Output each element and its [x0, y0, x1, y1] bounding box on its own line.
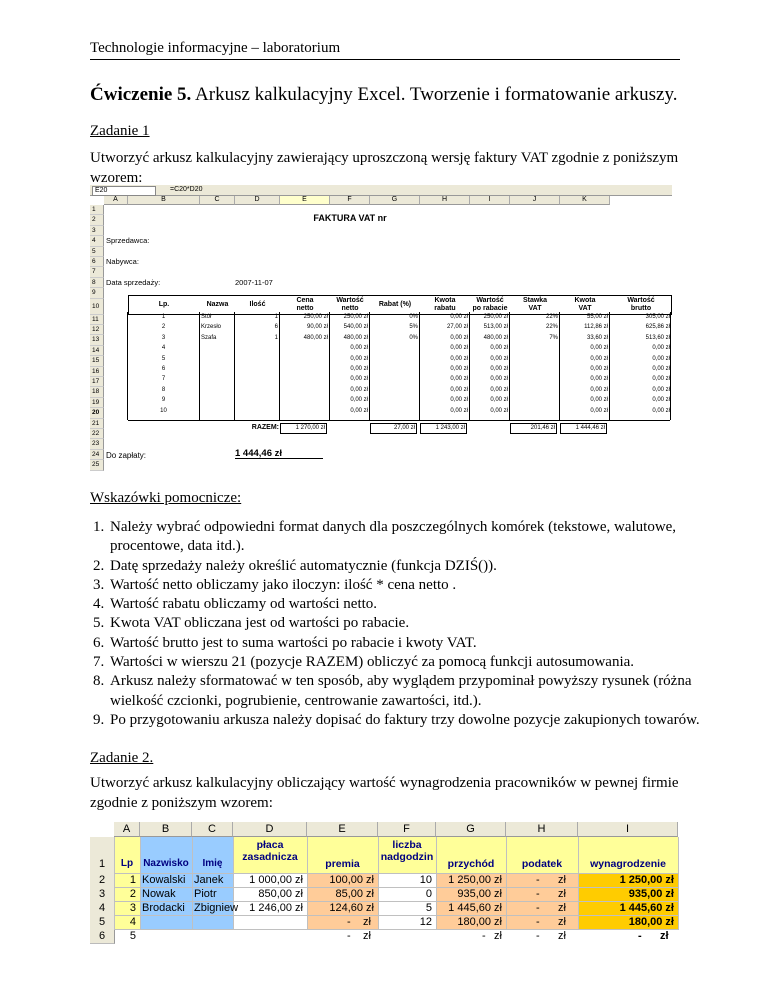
- grid-line: [469, 312, 470, 420]
- row-header[interactable]: 15: [90, 356, 104, 366]
- salary-cell[interactable]: 4: [129, 916, 136, 928]
- column-header[interactable]: G: [436, 822, 506, 837]
- salary-spreadsheet: [90, 822, 678, 942]
- invoice-item-cell[interactable]: 7%: [549, 334, 558, 341]
- invoice-item-cell[interactable]: 0,00 zł: [350, 355, 368, 362]
- invoice-item-cell[interactable]: 625,86 zł: [645, 324, 670, 331]
- buyer-label: Nabywca:: [106, 257, 139, 266]
- grid-line: [559, 312, 560, 420]
- hint-item: 7. Wartości w wierszu 21 (pozycje RAZEM) obliczyć za pomocą funkcji autosumowania.: [108, 653, 700, 672]
- row-header[interactable]: 25: [90, 460, 104, 470]
- invoice-item-cell[interactable]: 480,00 zł: [303, 334, 328, 341]
- invoice-item-cell[interactable]: 0,00 zł: [450, 334, 468, 341]
- salary-cell: zł: [558, 916, 566, 928]
- invoice-item-cell[interactable]: 0,00 zł: [350, 386, 368, 393]
- invoice-item-cell[interactable]: 0,00 zł: [490, 355, 508, 362]
- row-header[interactable]: 7: [90, 267, 104, 277]
- hint-item: 9. Po przygotowaniu arkusza należy dopisać do faktury trzy dowolne pozycje zakupionych towarów.: [108, 711, 700, 730]
- salary-cell[interactable]: 1 000,00 zł: [249, 874, 303, 886]
- invoice-item-cell[interactable]: 22%: [545, 314, 558, 320]
- task1-heading: Zadanie 1: [90, 123, 150, 139]
- row-header[interactable]: 3: [90, 887, 115, 902]
- invoice-item-cell[interactable]: 0,00 zł: [450, 397, 468, 404]
- salary-cell[interactable]: -: [347, 930, 351, 942]
- column-title: Imię: [202, 858, 223, 869]
- column-title: Lp.: [158, 300, 170, 308]
- invoice-item-cell[interactable]: 0,00 zł: [350, 407, 368, 414]
- column-title: Stawka VAT: [522, 296, 548, 312]
- hint-item: 2. Datę sprzedaży należy określić automatycznie (funkcja DZIŚ()).: [108, 557, 700, 576]
- invoice-item-cell[interactable]: 8: [161, 386, 166, 393]
- salary-cell[interactable]: 180,00 zł: [628, 916, 674, 928]
- invoice-item-cell[interactable]: 250,00 zł: [483, 314, 508, 320]
- salary-cell[interactable]: -: [536, 930, 540, 942]
- column-header[interactable]: F: [330, 196, 370, 205]
- column-header[interactable]: F: [378, 822, 436, 837]
- grid-line: [670, 312, 671, 420]
- grid-line: [279, 312, 280, 420]
- column-header[interactable]: E: [280, 196, 330, 205]
- grid-line: [609, 312, 610, 420]
- hints-list: [90, 518, 700, 730]
- grid-line: [419, 312, 420, 420]
- invoice-item-cell[interactable]: 0,00 zł: [450, 376, 468, 383]
- salary-cell[interactable]: 2: [129, 888, 136, 900]
- row-header[interactable]: 8: [90, 278, 104, 288]
- salary-cell: zł: [558, 888, 566, 900]
- cell-fill: [506, 915, 578, 929]
- invoice-item-cell[interactable]: 0,00 zł: [450, 314, 468, 320]
- salary-cell[interactable]: 1 250,00 zł: [448, 874, 502, 886]
- row-header[interactable]: 4: [90, 236, 104, 246]
- invoice-item-cell[interactable]: 0,00 zł: [652, 366, 670, 372]
- grid-line: [369, 312, 370, 420]
- column-header[interactable]: E: [307, 822, 378, 837]
- row-header[interactable]: 12: [90, 325, 104, 335]
- row-header[interactable]: 1: [90, 837, 115, 874]
- invoice-item-cell[interactable]: 250,00 zł: [303, 314, 328, 320]
- column-header[interactable]: J: [510, 196, 560, 205]
- row-header[interactable]: 5: [90, 915, 115, 930]
- row-header[interactable]: 21: [90, 419, 104, 429]
- total-vat: 201,46 zł: [510, 423, 557, 434]
- salary-cell[interactable]: 1: [129, 874, 136, 886]
- invoice-item-cell[interactable]: 0%: [409, 314, 418, 320]
- currency-suffix: zł: [363, 916, 371, 928]
- row-header[interactable]: 2: [90, 215, 104, 225]
- invoice-item-cell[interactable]: 250,00 zł: [343, 314, 368, 320]
- salary-cell[interactable]: 935,00 zł: [628, 888, 674, 900]
- invoice-item-cell[interactable]: 3: [161, 334, 166, 341]
- hints-heading: Wskazówki pomocnicze:: [90, 490, 242, 506]
- row-header[interactable]: 4: [90, 901, 115, 916]
- cell-fill: [192, 915, 233, 929]
- cell-fill: [140, 915, 192, 929]
- invoice-item-cell[interactable]: 0,00 zł: [590, 366, 608, 372]
- invoice-item-cell[interactable]: 4: [161, 345, 166, 352]
- row-header[interactable]: 18: [90, 387, 104, 397]
- header-rule: [90, 59, 680, 60]
- column-title: liczba nadgodzin: [380, 839, 434, 863]
- column-title: Wartość brutto: [627, 296, 655, 312]
- salary-cell[interactable]: Brodacki: [142, 902, 185, 914]
- grid-line: [140, 837, 141, 930]
- exercise-title: [90, 84, 677, 106]
- column-header[interactable]: I: [578, 822, 678, 837]
- row-header[interactable]: 17: [90, 377, 104, 387]
- cell-fill: [506, 887, 578, 901]
- invoice-item-cell[interactable]: 0,00 zł: [450, 345, 468, 352]
- invoice-item-cell[interactable]: 0,00 zł: [652, 397, 670, 404]
- row-header[interactable]: 13: [90, 335, 104, 345]
- salary-cell[interactable]: 850,00 zł: [258, 888, 303, 900]
- column-title: przychód: [447, 858, 495, 870]
- invoice-item-cell[interactable]: 0,00 zł: [450, 366, 468, 372]
- invoice-item-cell[interactable]: 2: [161, 324, 166, 331]
- column-title: Lp: [120, 858, 134, 869]
- invoice-item-cell[interactable]: 0,00 zł: [590, 386, 608, 393]
- invoice-item-cell[interactable]: Stół: [201, 314, 212, 320]
- hint-item: 5. Kwota VAT obliczana jest od wartości po rabacie.: [108, 614, 700, 633]
- row-header[interactable]: 2: [90, 873, 115, 888]
- invoice-item-cell[interactable]: 112,86 zł: [584, 324, 608, 331]
- invoice-item-cell[interactable]: 0,00 zł: [590, 345, 608, 352]
- column-title: płaca zasadnicza: [242, 839, 298, 863]
- invoice-item-cell[interactable]: 22%: [545, 324, 558, 331]
- grid-line: [114, 929, 678, 930]
- column-header[interactable]: B: [128, 196, 200, 205]
- salary-cell: zł: [558, 902, 566, 914]
- invoice-spreadsheet: [90, 185, 672, 470]
- task2-intro: Utworzyć arkusz kalkulacyjny obliczający wartość wynagrodzenia pracowników w pewnej firmie zgodnie z poniższym wzorem:: [90, 775, 679, 811]
- exercise-subtitle: Arkusz kalkulacyjny Excel. Tworzenie i formatowanie arkuszy.: [191, 84, 678, 105]
- invoice-item-cell[interactable]: 0,00 zł: [350, 366, 368, 372]
- row-header[interactable]: 23: [90, 439, 104, 449]
- task2-heading: Zadanie 2.: [90, 750, 154, 766]
- salary-cell[interactable]: 1 445,60 zł: [448, 902, 502, 914]
- invoice-item-cell[interactable]: 0,00 zł: [490, 386, 508, 393]
- salary-cell[interactable]: 5: [129, 930, 136, 942]
- invoice-item-cell[interactable]: 0,00 zł: [490, 397, 508, 404]
- pay-label: Do zapłaty:: [106, 451, 147, 461]
- invoice-item-cell[interactable]: 0,00 zł: [490, 376, 508, 383]
- column-header[interactable]: G: [370, 196, 420, 205]
- invoice-item-cell[interactable]: 0,00 zł: [652, 386, 670, 393]
- invoice-item-cell[interactable]: 0,00 zł: [490, 345, 508, 352]
- column-header[interactable]: A: [104, 196, 128, 205]
- grid-line: [127, 312, 128, 420]
- column-header[interactable]: C: [200, 196, 235, 205]
- column-title: Rabat (%): [378, 300, 412, 308]
- column-header[interactable]: D: [233, 822, 307, 837]
- invoice-item-cell[interactable]: 6: [274, 324, 278, 331]
- exercise-number: Ćwiczenie 5.: [90, 84, 192, 105]
- row-header[interactable]: 6: [90, 257, 104, 267]
- invoice-item-cell[interactable]: 0,00 zł: [652, 355, 670, 362]
- column-header[interactable]: D: [235, 196, 280, 205]
- pay-value: 1 444,46 zł: [235, 449, 323, 459]
- invoice-title: FAKTURA VAT nr: [313, 213, 387, 224]
- column-title: Ilość: [249, 300, 266, 308]
- total-netto: 1 270,00 zł: [280, 423, 327, 434]
- grid-line: [506, 837, 507, 930]
- salary-cell[interactable]: Nowak: [142, 888, 176, 900]
- column-header[interactable]: H: [420, 196, 470, 205]
- grid-line: [128, 420, 670, 421]
- invoice-item-cell[interactable]: 0,00 zł: [590, 355, 608, 362]
- invoice-item-cell[interactable]: 0,00 zł: [450, 407, 468, 414]
- invoice-item-cell[interactable]: 9: [161, 397, 166, 404]
- column-header[interactable]: A: [114, 822, 140, 837]
- total-rabat: 27,00 zł: [370, 423, 417, 434]
- column-title: premia: [325, 858, 360, 870]
- salary-cell[interactable]: 1 250,00 zł: [619, 874, 674, 886]
- column-header[interactable]: H: [506, 822, 578, 837]
- salary-cell[interactable]: 5: [425, 902, 432, 914]
- salary-cell[interactable]: -: [482, 930, 486, 942]
- page-header: Technologie informacyjne – laboratorium: [90, 40, 341, 56]
- cell-fill: [506, 901, 578, 915]
- column-header[interactable]: B: [140, 822, 192, 837]
- name-box[interactable]: E20: [92, 186, 156, 196]
- salary-cell[interactable]: -: [536, 888, 540, 900]
- header-border: [128, 295, 672, 315]
- salary-cell[interactable]: 3: [129, 902, 136, 914]
- column-header[interactable]: C: [192, 822, 233, 837]
- salary-cell[interactable]: -: [347, 916, 351, 928]
- row-header[interactable]: 22: [90, 429, 104, 439]
- total-po_rabacie: 1 243,00 zł: [420, 423, 467, 434]
- hint-item: 3. Wartość netto obliczamy jako iloczyn: ilość * cena netto .: [108, 576, 700, 595]
- currency-suffix: zł: [494, 930, 502, 942]
- currency-suffix: zł: [363, 930, 371, 942]
- date-label: Data sprzedaży:: [106, 277, 161, 287]
- row-header[interactable]: 10: [90, 299, 104, 315]
- row-header[interactable]: 14: [90, 346, 104, 356]
- date-value: 2007-11-07: [235, 277, 273, 287]
- invoice-item-cell[interactable]: 513,60 zł: [645, 334, 670, 341]
- formula-content[interactable]: =C20*D20: [170, 186, 203, 193]
- column-title: Wartość netto: [336, 296, 364, 312]
- task1-intro: Utworzyć arkusz kalkulacyjny zawierający uproszczoną wersję faktury VAT zgodnie z poniższym wzorem:: [90, 150, 679, 186]
- salary-cell[interactable]: 935,00 zł: [457, 888, 502, 900]
- row-header[interactable]: 16: [90, 367, 104, 377]
- salary-cell[interactable]: 180,00 zł: [457, 916, 502, 928]
- salary-cell[interactable]: -: [536, 874, 540, 886]
- cell-fill: [506, 873, 578, 887]
- salary-cell: zł: [558, 874, 566, 886]
- column-title: Kwota rabatu: [434, 296, 456, 312]
- invoice-item-cell[interactable]: 0,00 zł: [590, 407, 608, 414]
- salary-cell[interactable]: -: [638, 930, 642, 942]
- invoice-item-cell[interactable]: 33,60 zł: [586, 334, 608, 341]
- salary-cell[interactable]: Piotr: [194, 888, 217, 900]
- invoice-item-cell[interactable]: 0,00 zł: [590, 376, 608, 383]
- salary-cell: zł: [558, 930, 566, 942]
- column-title: Wartość po rabacie: [472, 296, 508, 312]
- invoice-item-cell[interactable]: 5%: [409, 324, 418, 331]
- invoice-item-cell[interactable]: 0%: [409, 334, 418, 341]
- invoice-item-cell[interactable]: 90,00 zł: [306, 324, 328, 331]
- invoice-item-cell[interactable]: Krzesło: [201, 324, 222, 331]
- hint-item: 8. Arkusz należy sformatować w ten sposób, aby wyglądem przypominał powyższy rysunek (różna wielkość czcionki, pogrubienie, centrowanie zawartości, itd.).: [108, 672, 700, 711]
- column-title: Cena netto: [296, 296, 314, 312]
- grid-line: [234, 312, 235, 420]
- salary-cell[interactable]: Janek: [194, 874, 224, 886]
- invoice-item-cell[interactable]: 0,00 zł: [652, 345, 670, 352]
- total-brutto: 1 444,46 zł: [560, 423, 607, 434]
- column-title: wynagrodzenie: [590, 858, 666, 870]
- invoice-item-cell[interactable]: 1: [161, 314, 166, 320]
- currency-suffix: zł: [660, 930, 669, 942]
- total-label: RAZEM:: [251, 424, 279, 431]
- column-header[interactable]: I: [470, 196, 510, 205]
- invoice-item-cell[interactable]: 1: [274, 334, 278, 341]
- invoice-item-cell[interactable]: 0,00 zł: [350, 345, 368, 352]
- salary-cell[interactable]: 12: [419, 916, 432, 928]
- invoice-item-cell[interactable]: 0,00 zł: [350, 397, 368, 404]
- salary-cell[interactable]: -: [536, 902, 540, 914]
- invoice-item-cell[interactable]: 0,00 zł: [350, 376, 368, 383]
- invoice-item-cell[interactable]: 0,00 zł: [652, 407, 670, 414]
- salary-cell[interactable]: 85,00 zł: [335, 888, 374, 900]
- invoice-item-cell[interactable]: Szafa: [201, 334, 217, 341]
- invoice-item-cell[interactable]: 0,00 zł: [652, 376, 670, 383]
- hint-item: 6. Wartość brutto jest to suma wartości po rabacie i kwoty VAT.: [108, 634, 700, 653]
- salary-cell[interactable]: Zbigniew: [194, 902, 239, 914]
- column-title: podatek: [521, 858, 563, 870]
- salary-cell[interactable]: 0: [425, 888, 432, 900]
- salary-cell[interactable]: 124,60 zł: [329, 902, 374, 914]
- invoice-item-cell[interactable]: 480,00 zł: [483, 334, 508, 341]
- grid-line: [192, 837, 193, 930]
- column-title: Nazwisko: [143, 858, 189, 869]
- row-header[interactable]: 6: [90, 929, 115, 944]
- invoice-item-cell[interactable]: 480,00 zł: [343, 334, 368, 341]
- salary-cell[interactable]: 1 445,60 zł: [619, 902, 674, 914]
- grid-line: [509, 312, 510, 420]
- invoice-item-cell[interactable]: 305,00 zł: [645, 314, 670, 320]
- invoice-item-cell[interactable]: 10: [160, 407, 167, 414]
- column-title: Nazwa: [206, 300, 229, 308]
- column-title: Kwota VAT: [574, 296, 596, 312]
- invoice-item-cell[interactable]: 5: [161, 355, 166, 362]
- invoice-item-cell[interactable]: 0,00 zł: [450, 386, 468, 393]
- invoice-item-cell[interactable]: 540,00 zł: [343, 324, 368, 331]
- formula-bar: [90, 185, 672, 196]
- hint-item: 1. Należy wybrać odpowiedni format danych dla poszczególnych komórek (tekstowe, walutowe, procentowe, data itd.).: [108, 518, 700, 557]
- invoice-item-cell[interactable]: 0,00 zł: [490, 366, 508, 372]
- seller-label: Sprzedawca:: [106, 236, 150, 246]
- row-header[interactable]: 11: [90, 315, 104, 325]
- invoice-item-cell[interactable]: 7: [161, 376, 166, 383]
- row-header[interactable]: 24: [90, 450, 104, 460]
- invoice-item-cell[interactable]: 1: [274, 314, 278, 320]
- hint-item: 4. Wartość rabatu obliczamy od wartości netto.: [108, 595, 700, 614]
- salary-cell[interactable]: Kowalski: [142, 874, 186, 886]
- invoice-item-cell[interactable]: 0,00 zł: [490, 407, 508, 414]
- invoice-item-cell[interactable]: 0,00 zł: [450, 355, 468, 362]
- grid-line: [678, 837, 679, 930]
- column-header[interactable]: K: [560, 196, 610, 205]
- grid-line: [199, 312, 200, 420]
- invoice-item-cell[interactable]: 27,00 zł: [446, 324, 468, 331]
- salary-cell[interactable]: -: [536, 916, 540, 928]
- invoice-item-cell[interactable]: 55,00 zł: [586, 314, 608, 320]
- row-header[interactable]: 5: [90, 247, 104, 257]
- row-header[interactable]: 1: [90, 205, 104, 215]
- salary-cell[interactable]: 100,00 zł: [329, 874, 374, 886]
- salary-cell[interactable]: 1 246,00 zł: [249, 902, 303, 914]
- invoice-item-cell[interactable]: 513,00 zł: [483, 324, 508, 331]
- row-header[interactable]: 19: [90, 398, 104, 408]
- invoice-item-cell[interactable]: 6: [161, 366, 166, 372]
- grid-line: [329, 312, 330, 420]
- invoice-item-cell[interactable]: 0,00 zł: [590, 397, 608, 404]
- row-header[interactable]: 9: [90, 288, 104, 298]
- row-header[interactable]: 3: [90, 226, 104, 236]
- row-header[interactable]: 20: [90, 408, 104, 418]
- salary-cell[interactable]: 10: [419, 874, 432, 886]
